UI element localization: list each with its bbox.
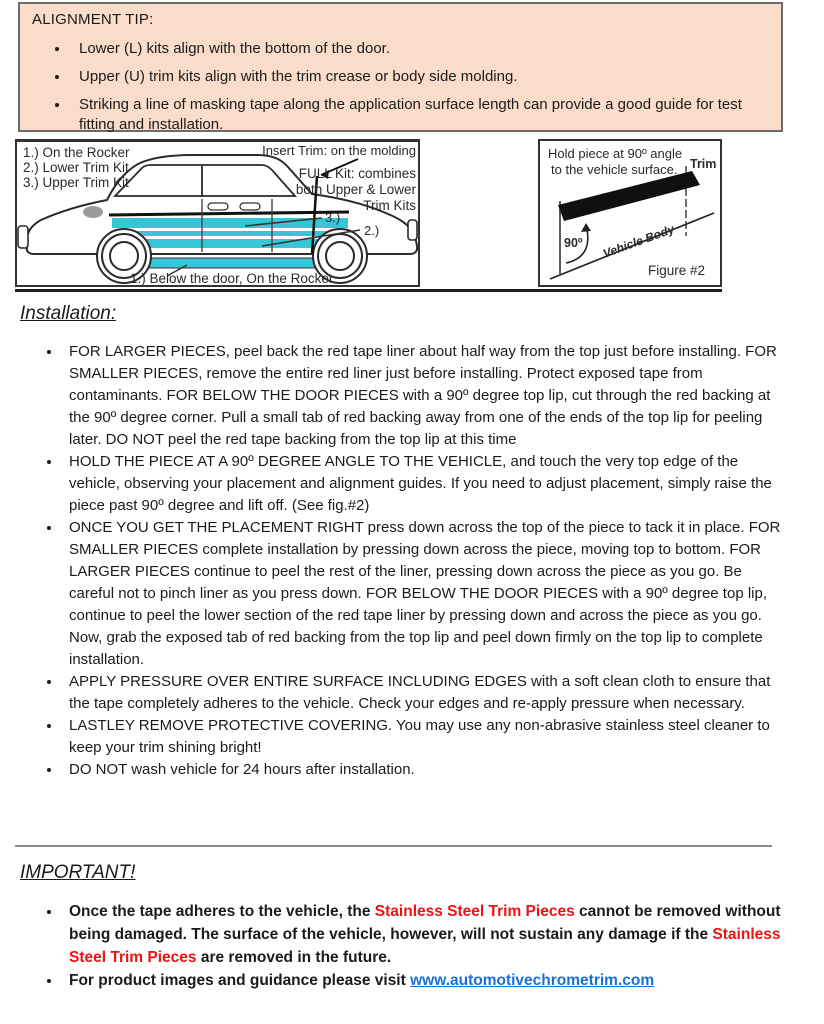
full-kit-label-line-3: Trim Kits	[363, 198, 416, 213]
bullet-text: For product images and guidance please visit	[69, 972, 411, 989]
car-legend-line-3: 3.) Upper Trim Kit	[23, 175, 129, 190]
full-kit-label-line-2: both Upper & Lower	[295, 182, 416, 197]
bullet-item	[62, 969, 782, 992]
car-illustration	[17, 142, 418, 285]
figure2-caption-line-2: to the vehicle surface.	[551, 162, 678, 177]
pointer-1-label: 1.) Below the door, On the Rocker	[130, 271, 334, 285]
important-list	[20, 900, 782, 992]
bullet-text: are removed in the future.	[196, 949, 392, 966]
vehicle-body-label: Vehicle Body	[601, 221, 677, 261]
car-legend-line-1: 1.) On the Rocker	[23, 145, 130, 160]
car-diagram-box	[15, 139, 420, 287]
rocker-trim-stripe	[135, 258, 317, 268]
full-kit-label-line-1: FULL Kit: combines	[298, 166, 416, 181]
bullet-item	[62, 900, 782, 969]
bullet-item: • Lower (L) kits align with the bottom of the door.	[70, 39, 769, 59]
trim-label: Trim	[690, 157, 717, 171]
important-title: IMPORTANT!	[20, 862, 136, 883]
bullet-item: • APPLY PRESSURE OVER ENTIRE SURFACE INCLUDING EDGES with a soft clean cloth to ensure that the tape completely adheres to the vehicle. Check your edges and re-apply pressure when necessary.	[62, 671, 790, 715]
figure2-box	[538, 139, 722, 287]
bullet-text: Once the tape adheres to the vehicle, the	[69, 903, 375, 920]
figure2-illustration	[540, 141, 720, 285]
car-legend-line-2: 2.) Lower Trim Kit	[23, 160, 129, 175]
website-link[interactable]: www.automotivechrometrim.com	[410, 972, 655, 989]
bullet-item: • ONCE YOU GET THE PLACEMENT RIGHT press down across the top of the piece to tack it in place. FOR SMALLER PIECES complete installation by pressing down across the piece, moving top to bottom. FOR LARGER PIECES continue to peel the rest of the liner, pressing down across the piece as you go. Be careful not to pinch liner as you press down. FOR BELOW THE DOOR PIECES with a 90º degree top lip, continue to peel the lower section of the red tape liner by pressing down and across the piece as you go. Now, grab the exposed tab of red backing from the top lip and peel down firmly on the top lip to complete installation.	[62, 517, 790, 671]
pointer-3-label: 3.)	[325, 210, 341, 225]
alignment-tip-list	[32, 39, 769, 135]
trim-piece	[558, 171, 700, 221]
bullet-item: • FOR LARGER PIECES, peel back the red tape liner about half way from the top just before installing. FOR SMALLER PIECES, remove the entire red liner just before installing. Protect exposed tape from contaminants. FOR BELOW THE DOOR PIECES with a 90º degree top lip, cut through the red backing at the 90º degree corner. Pull a small tab of red backing away from one of the ends of the top lip for peeling later. DO NOT peel the red tape backing from the top lip at this time	[62, 341, 790, 451]
installation-title: Installation:	[20, 303, 117, 324]
section-divider	[15, 845, 772, 847]
bullet-item: • LASTLEY REMOVE PROTECTIVE COVERING. You may use any non-abrasive stainless steel cleaner to keep your trim shining bright!	[62, 715, 790, 759]
diagram-bottom-rule	[15, 289, 722, 292]
alignment-tip-box	[18, 2, 783, 132]
door-handle	[240, 203, 260, 210]
alignment-tip-title: ALIGNMENT TIP:	[32, 11, 154, 28]
car-windows	[115, 165, 295, 196]
door-handle	[208, 203, 228, 210]
bullet-item: • DO NOT wash vehicle for 24 hours after installation.	[62, 759, 790, 781]
figure2-caption-line-1: Hold piece at 90º angle	[548, 146, 683, 161]
installation-list	[20, 341, 790, 781]
bullet-item: • HOLD THE PIECE AT A 90º DEGREE ANGLE TO THE VEHICLE, and touch the very top edge of the vehicle, observing your placement and alignment guides. If you need to adjust placement, simply raise the piece past 90º degree and lift off. (See fig.#2)	[62, 451, 790, 517]
angle-label: 90º	[564, 236, 583, 250]
fuel-door	[83, 206, 103, 218]
figure2-label: Figure #2	[647, 263, 705, 278]
tail-light	[18, 226, 28, 248]
bullet-item: • Striking a line of masking tape along the application surface length can provide a good guide for test fitting and installation.	[70, 95, 769, 135]
bullet-item: • Upper (U) trim kits align with the trim crease or body side molding.	[70, 67, 769, 87]
important-section	[20, 862, 782, 992]
bullet-text: cannot be removed without being damaged. The surface of the vehicle, however, will not sustain any damage if the	[69, 903, 781, 943]
highlight-red-text: Stainless Steel Trim Pieces	[374, 903, 575, 920]
insert-trim-label: Insert Trim: on the molding	[262, 143, 416, 158]
head-light	[408, 220, 417, 240]
pointer-2-label: 2.)	[364, 223, 380, 238]
highlight-red-text: Stainless Steel Trim Pieces	[69, 926, 781, 966]
installation-section	[20, 303, 790, 781]
